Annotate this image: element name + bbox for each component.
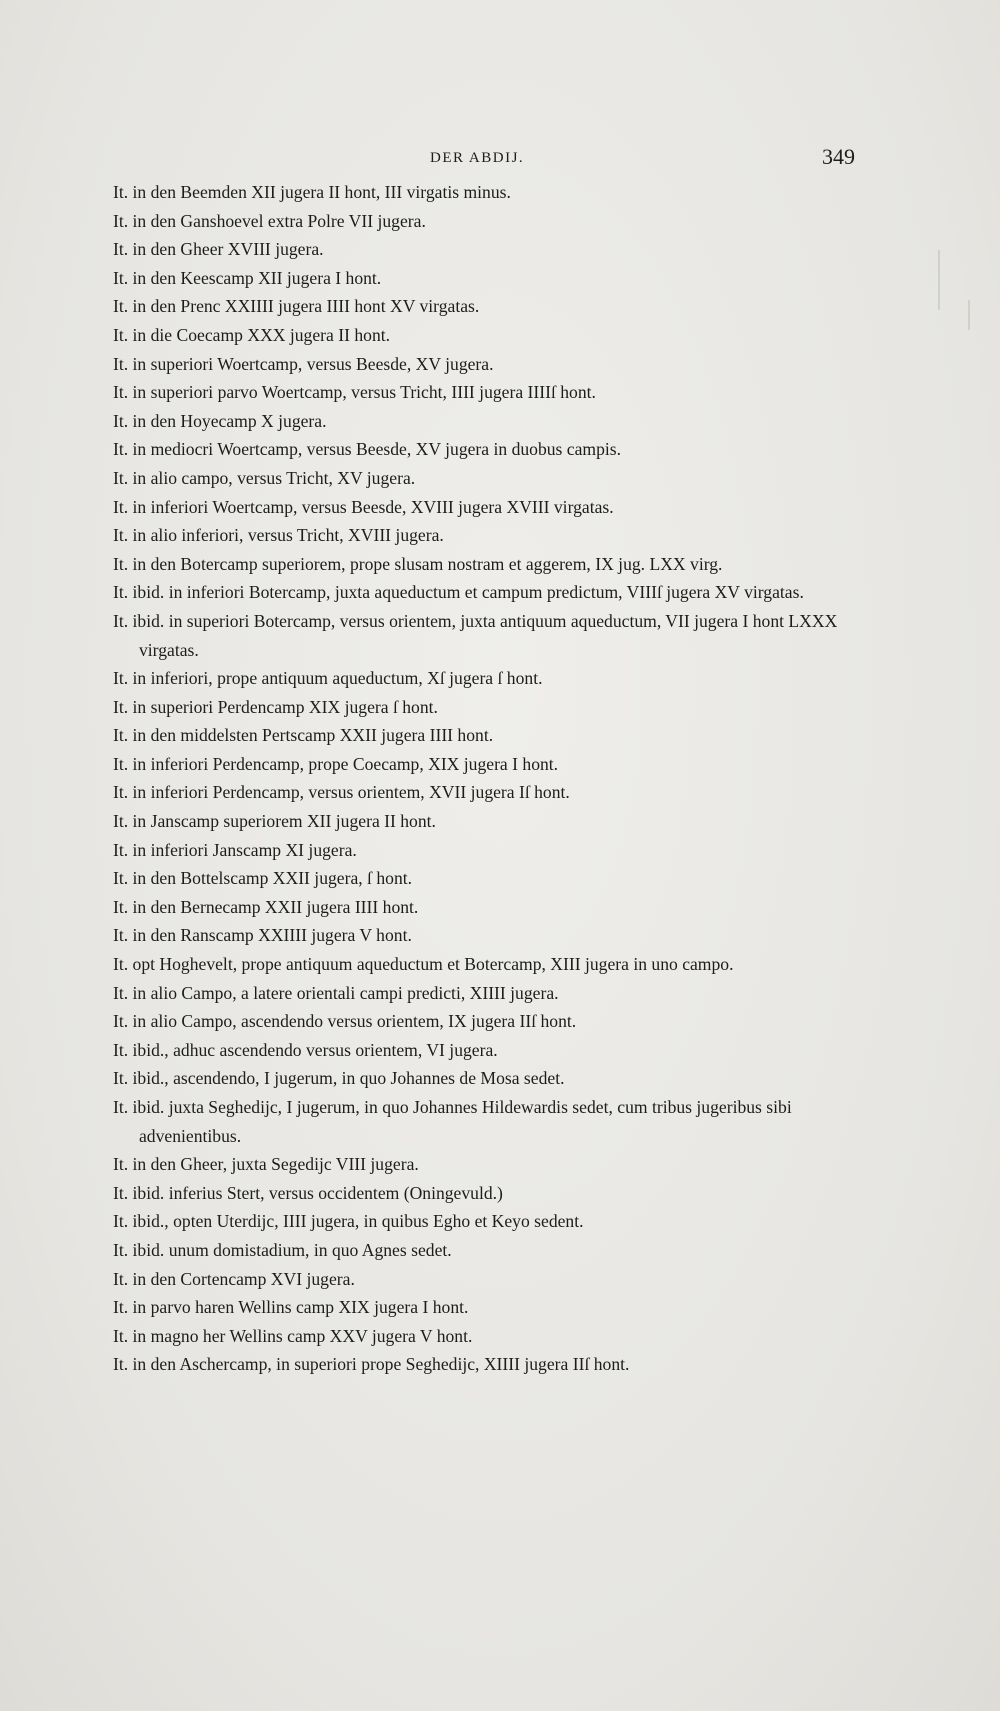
running-title: DER ABDIJ.	[430, 150, 525, 166]
entry-line: It. in inferiori Perdencamp, versus orientem, XVII jugera Iſ hont.	[113, 782, 570, 803]
show-through-mark	[968, 300, 970, 330]
entry-line: It. in inferiori Perdencamp, prope Coecamp, XIX jugera I hont.	[113, 753, 559, 774]
entry-list	[113, 178, 873, 1379]
entry-line: It. in Janscamp superiorem XII jugera II hont.	[113, 811, 436, 832]
entry-line: It. ibid. in inferiori Botercamp, juxta aqueductum et campum predictum, VIIIſ jugera XV virgatas.	[113, 582, 804, 603]
entry-line: It. opt Hoghevelt, prope antiquum aqueductum et Botercamp, XIII jugera in uno campo.	[113, 954, 734, 975]
entry-line: It. in superiori Perdencamp XIX jugera ſ hont.	[113, 696, 438, 717]
entry-line: It. in magno her Wellins camp XXV jugera V hont.	[113, 1325, 473, 1346]
entry-line: It. ibid. in superiori Botercamp, versus orientem, juxta antiquum aqueductum, VII jugera I hont LXXX virgatas.	[113, 610, 838, 660]
entry-line: It. in mediocri Woertcamp, versus Beesde, XV jugera in duobus campis.	[113, 439, 622, 460]
entry-line: It. in alio Campo, ascendendo versus orientem, IX jugera IIſ hont.	[113, 1011, 577, 1032]
entry-line: It. in den Botercamp superiorem, prope slusam nostram et aggerem, IX jug. LXX virg.	[113, 553, 723, 574]
entry-line: It. in den Gheer, juxta Segedijc VIII jugera.	[113, 1154, 419, 1175]
entry-line: It. in den Keescamp XII jugera I hont.	[113, 267, 382, 288]
entry-line: It. in den Ranscamp XXIIII jugera V hont.	[113, 925, 412, 946]
entry-line: It. in den Bernecamp XXII jugera IIII hont.	[113, 896, 419, 917]
entry-line: It. in den middelsten Pertscamp XXII jugera IIII hont.	[113, 725, 494, 746]
entry-line: It. in alio Campo, a latere orientali campi predicti, XIIII jugera.	[113, 982, 559, 1003]
page-number: 349	[822, 144, 855, 169]
entry-line: It. in inferiori Woertcamp, versus Beesde, XVIII jugera XVIII virgatas.	[113, 496, 614, 517]
entry-line: It. in den Aschercamp, in superiori prope Seghedijc, XIIII jugera IIſ hont.	[113, 1354, 630, 1375]
entry-line: It. ibid., adhuc ascendendo versus orientem, VI jugera.	[113, 1039, 498, 1060]
entry-line: It. in inferiori Janscamp XI jugera.	[113, 839, 357, 860]
entry-line: It. in superiori parvo Woertcamp, versus Tricht, IIII jugera IIIIſ hont.	[113, 382, 596, 403]
entry-line: It. in superiori Woertcamp, versus Beesde, XV jugera.	[113, 353, 494, 374]
entry-line: It. in alio inferiori, versus Tricht, XVIII jugera.	[113, 525, 444, 546]
entry-line: It. in den Cortencamp XVI jugera.	[113, 1268, 355, 1289]
entry-line: It. in alio campo, versus Tricht, XV jugera.	[113, 467, 416, 488]
entry-line: It. in den Prenc XXIIII jugera IIII hont XV virgatas.	[113, 296, 480, 317]
entry-line: It. in die Coecamp XXX jugera II hont.	[113, 324, 391, 345]
entry-line: It. ibid. juxta Seghedijc, I jugerum, in quo Johannes Hildewardis sedet, cum tribus jugeribus sibi advenientibus.	[113, 1097, 792, 1146]
entry-line: It. in den Bottelscamp XXII jugera, ſ hont.	[113, 868, 413, 889]
entry-line: It. in den Beemden XII jugera II hont, III virgatis minus.	[113, 182, 511, 202]
show-through-mark	[938, 250, 940, 310]
entry-line: It. ibid., ascendendo, I jugerum, in quo Johannes de Mosa sedet.	[113, 1068, 565, 1089]
entry-line: It. in inferiori, prope antiquum aqueductum, Xſ jugera ſ hont.	[113, 668, 543, 689]
entry-line: It. in parvo haren Wellins camp XIX jugera I hont.	[113, 1297, 469, 1318]
entry-line: It. in den Hoyecamp X jugera.	[113, 410, 327, 431]
entry-line: It. ibid. unum domistadium, in quo Agnes sedet.	[113, 1239, 452, 1260]
entry-line: It. ibid., opten Uterdijc, IIII jugera, in quibus Egho et Keyo sedent.	[113, 1211, 584, 1232]
running-head	[0, 144, 1000, 174]
entry-line: It. ibid. inferius Stert, versus occidentem (Oningevuld.)	[113, 1182, 503, 1203]
entry-line: It. in den Ganshoevel extra Polre VII jugera.	[113, 210, 426, 231]
entry-line: It. in den Gheer XVIII jugera.	[113, 239, 324, 260]
